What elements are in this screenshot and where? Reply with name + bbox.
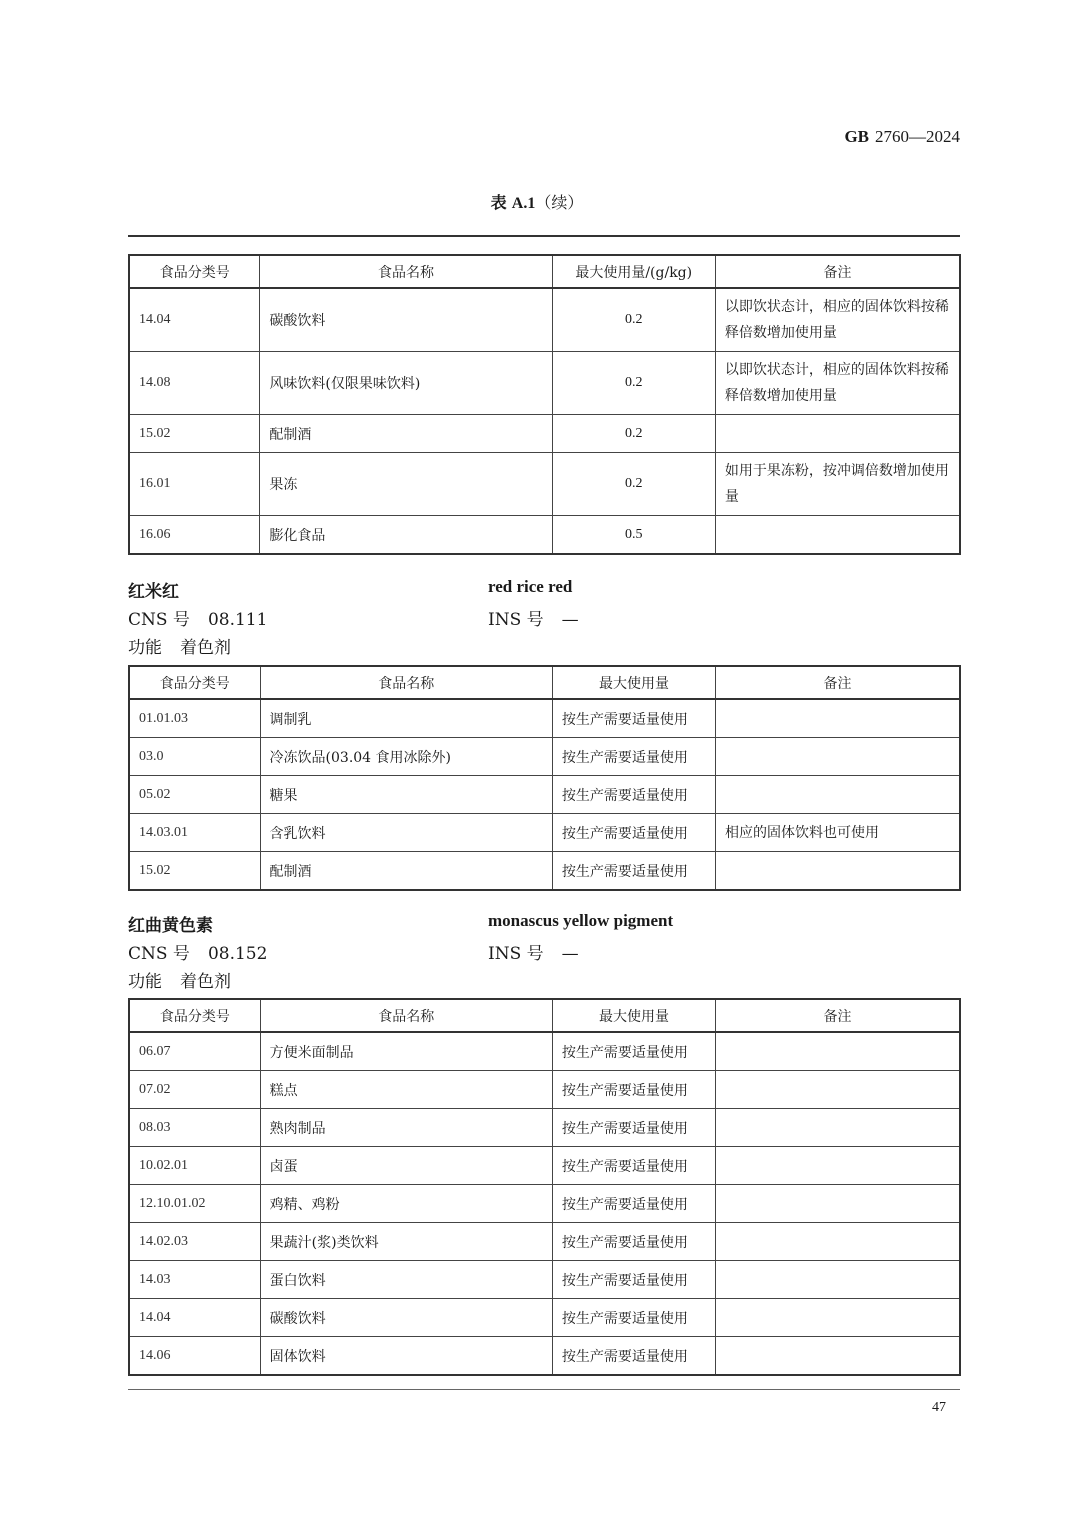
note [715,1261,960,1299]
max-usage: 按生产需要适量使用 [552,699,715,738]
max-usage: 按生产需要适量使用 [552,1109,715,1147]
table-title-label: A.1 [511,195,536,212]
max-usage: 按生产需要适量使用 [552,1337,715,1376]
max-usage: 按生产需要适量使用 [552,1185,715,1223]
table-row [129,776,960,814]
food-name: 蛋白饮料 [260,1261,552,1299]
category-code: 14.02.03 [129,1223,260,1261]
header-category-code: 食品分类号 [129,999,260,1032]
table-title-suffix: （续） [535,193,584,212]
cns-number: 08.111 [207,610,268,630]
function-value: 着色剂 [180,972,231,992]
category-code: 15.02 [129,415,260,453]
table-row [129,852,960,891]
table-row [129,1185,960,1223]
food-name: 碳酸饮料 [260,1299,552,1337]
food-name: 膨化食品 [260,516,552,555]
page-number: 47 [932,1400,946,1415]
note [715,699,960,738]
table-row [129,1071,960,1109]
food-name: 碳酸饮料 [260,288,552,352]
max-usage: 按生产需要适量使用 [552,852,715,891]
footer-rule [128,1389,960,1390]
category-code: 10.02.01 [129,1147,260,1185]
food-name: 果蔬汁(浆)类饮料 [260,1223,552,1261]
category-code: 14.04 [129,288,260,352]
table-row [129,453,960,516]
note: 以即饮状态计，相应的固体饮料按稀释倍数增加使用量 [715,352,960,415]
header-max-usage: 最大使用量 [552,999,715,1032]
table-row [129,1337,960,1376]
food-name: 卤蛋 [260,1147,552,1185]
food-name: 含乳饮料 [260,814,552,852]
standard-prefix: GB [844,127,869,146]
table-row [129,699,960,738]
category-code: 05.02 [129,776,260,814]
function-value: 着色剂 [180,638,231,658]
table-row [129,1147,960,1185]
note: 如用于果冻粉，按冲调倍数增加使用量 [715,453,960,516]
note [715,516,960,555]
max-usage: 按生产需要适量使用 [552,814,715,852]
function-label: 功能 [128,972,162,992]
cns-label: CNS 号 [128,944,190,964]
table-title [0,190,1074,213]
table-row [129,738,960,776]
note: 相应的固体饮料也可使用 [715,814,960,852]
table-row [129,288,960,352]
table-title-prefix: 表 [490,195,507,212]
food-name: 鸡精、鸡粉 [260,1185,552,1223]
standard-code [844,127,960,147]
max-usage: 按生产需要适量使用 [552,1147,715,1185]
header-max-usage: 最大使用量 [552,666,715,699]
cns-label: CNS 号 [128,610,190,630]
note [715,776,960,814]
max-usage: 按生产需要适量使用 [552,1032,715,1071]
food-name: 固体饮料 [260,1337,552,1376]
usage-table-monascus-yellow [128,998,961,1376]
category-code: 14.06 [129,1337,260,1376]
max-usage: 按生产需要适量使用 [552,1261,715,1299]
category-code: 16.01 [129,453,260,516]
additive-name-en: monascus yellow pigment [488,911,674,930]
header-food-name: 食品名称 [260,999,552,1032]
header-category-code: 食品分类号 [129,666,260,699]
category-code: 01.01.03 [129,699,260,738]
max-usage: 按生产需要适量使用 [552,738,715,776]
max-usage: 0.2 [552,352,715,415]
additive-name-cn: 红米红 [128,582,179,602]
max-usage: 按生产需要适量使用 [552,1223,715,1261]
note [715,1032,960,1071]
category-code: 06.07 [129,1032,260,1071]
food-name: 方便米面制品 [260,1032,552,1071]
food-name: 熟肉制品 [260,1109,552,1147]
category-code: 14.03 [129,1261,260,1299]
table-row [129,1299,960,1337]
header-notes: 备注 [715,666,960,699]
max-usage: 0.5 [552,516,715,555]
max-usage: 0.2 [552,453,715,516]
category-code: 16.06 [129,516,260,555]
ins-number: — [561,944,579,964]
category-code: 08.03 [129,1109,260,1147]
header-max-usage: 最大使用量/(g/kg) [552,255,715,288]
note [715,415,960,453]
max-usage: 按生产需要适量使用 [552,776,715,814]
food-name: 风味饮料(仅限果味饮料) [260,352,552,415]
category-code: 14.08 [129,352,260,415]
note [715,1071,960,1109]
note [715,1147,960,1185]
max-usage: 按生产需要适量使用 [552,1299,715,1337]
table-row [129,1223,960,1261]
max-usage: 0.2 [552,415,715,453]
additive-name-en: red rice red [488,577,573,596]
header-notes: 备注 [715,999,960,1032]
note [715,1109,960,1147]
table-row [129,415,960,453]
function-label: 功能 [128,638,162,658]
additive-info-monascus-yellow [128,911,960,995]
table-row [129,352,960,415]
note [715,1299,960,1337]
food-name: 果冻 [260,453,552,516]
table-header-row [129,666,960,699]
food-name: 调制乳 [260,699,552,738]
usage-table-red-rice-red [128,665,961,891]
category-code: 07.02 [129,1071,260,1109]
note [715,1337,960,1376]
header-category-code: 食品分类号 [129,255,260,288]
category-code: 14.03.01 [129,814,260,852]
table-row [129,1109,960,1147]
table-row [129,1032,960,1071]
food-name: 糕点 [260,1071,552,1109]
standard-number: 2760—2024 [875,127,960,146]
food-name: 配制酒 [260,415,552,453]
food-name: 配制酒 [260,852,552,891]
top-rule [128,235,960,237]
max-usage: 0.2 [552,288,715,352]
table-row [129,1261,960,1299]
category-code: 03.0 [129,738,260,776]
header-food-name: 食品名称 [260,255,552,288]
usage-table-continued [128,254,961,555]
table-row [129,516,960,555]
note [715,1223,960,1261]
food-name: 冷冻饮品(03.04 食用冰除外) [260,738,552,776]
note [715,1185,960,1223]
category-code: 15.02 [129,852,260,891]
table-header-row [129,255,960,288]
ins-number: — [561,610,579,630]
max-usage: 按生产需要适量使用 [552,1071,715,1109]
table-header-row [129,999,960,1032]
header-food-name: 食品名称 [260,666,552,699]
category-code: 14.04 [129,1299,260,1337]
additive-name-cn: 红曲黄色素 [128,916,213,936]
ins-label: INS 号 [488,944,544,964]
note [715,738,960,776]
note [715,852,960,891]
category-code: 12.10.01.02 [129,1185,260,1223]
cns-number: 08.152 [207,944,268,964]
table-row [129,814,960,852]
ins-label: INS 号 [488,610,544,630]
note: 以即饮状态计，相应的固体饮料按稀释倍数增加使用量 [715,288,960,352]
additive-info-red-rice-red [128,577,960,661]
header-notes: 备注 [715,255,960,288]
food-name: 糖果 [260,776,552,814]
